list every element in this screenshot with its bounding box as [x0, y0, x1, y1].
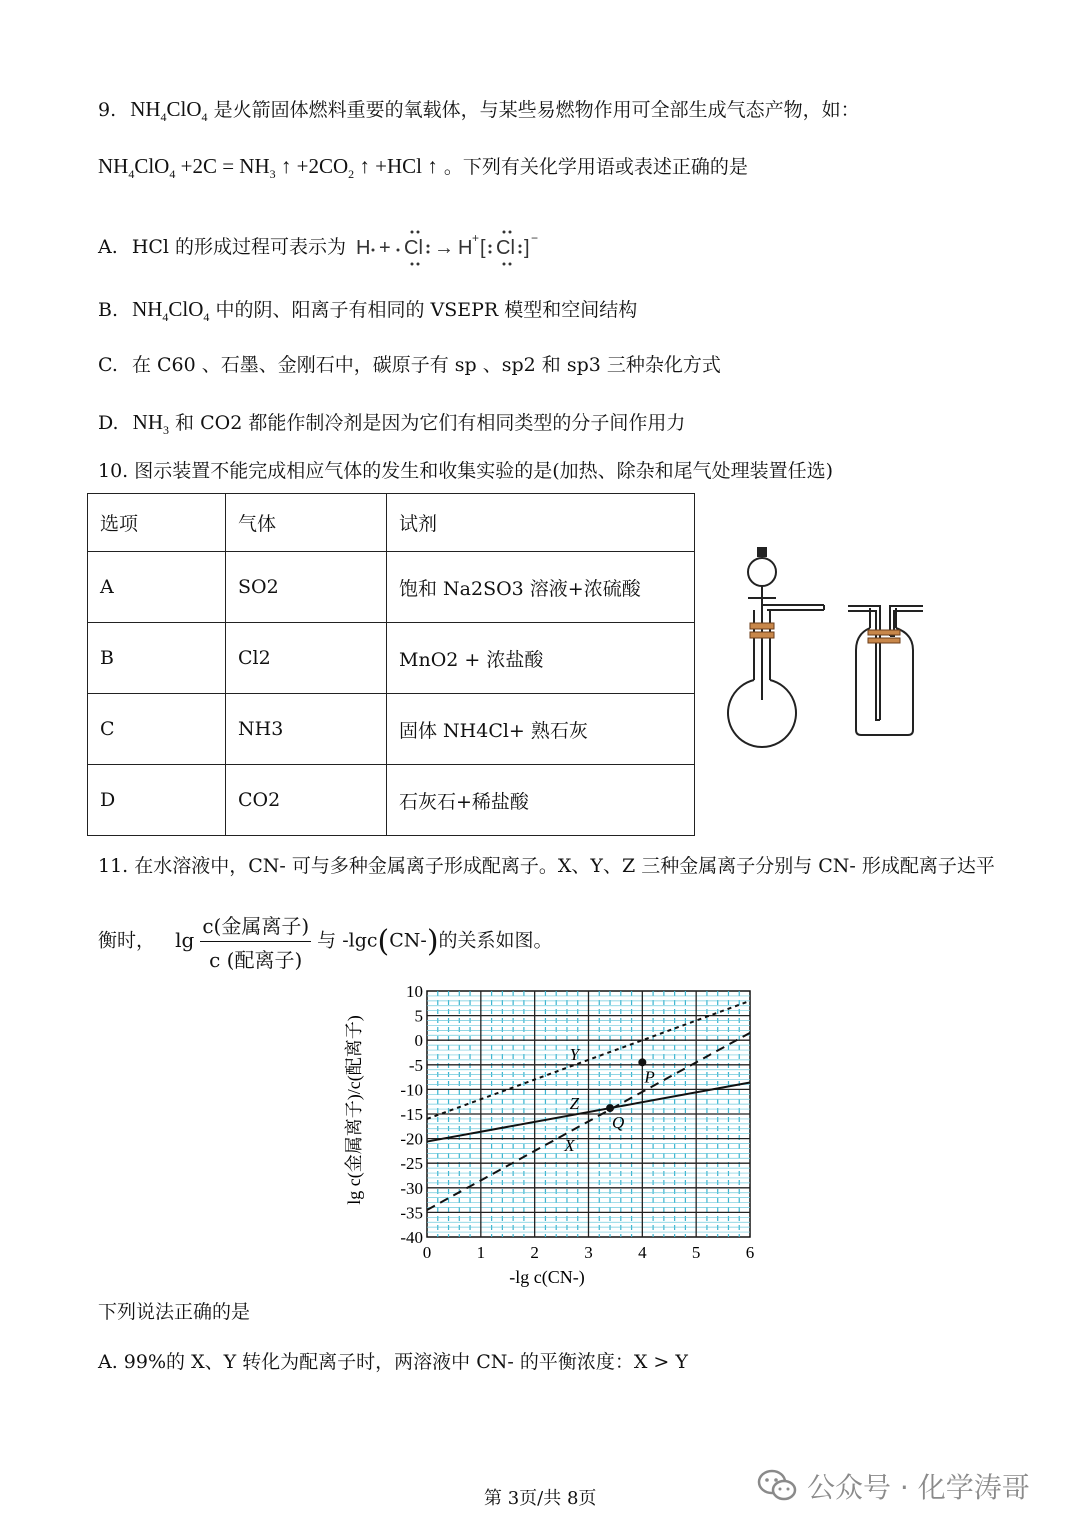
- wechat-icon: [757, 1469, 797, 1503]
- header-option: 选项: [88, 494, 226, 552]
- cell-option: C: [88, 694, 226, 765]
- y-tick-label: -30: [400, 1178, 423, 1198]
- q9-option-d: D. $NH_3$ 和 CO2 都能作制冷剂是因为它们有相同类型的分子间作用力: [98, 410, 686, 438]
- cell-gas: CO2: [226, 765, 387, 836]
- series-label-y: Y: [569, 1044, 580, 1064]
- x-tick-label: 2: [530, 1243, 539, 1262]
- svg-text:+: +: [472, 231, 480, 245]
- y-tick-label: -25: [400, 1154, 423, 1174]
- y-tick-label: -5: [408, 1055, 423, 1075]
- series-label-x: X: [564, 1135, 575, 1155]
- reaction-equation: $NH_4ClO_4 +2C = NH_3$ ↑ $+2CO_2$ ↑ +HCl ↑: [98, 154, 438, 182]
- electron-dot-formation: [354, 228, 554, 268]
- y-axis-label: [344, 1015, 365, 1204]
- table-header-row: [88, 494, 695, 552]
- cell-reagent: 石灰石+稀盐酸: [387, 765, 695, 836]
- cell-option: A: [88, 552, 226, 623]
- cell-gas: Cl2: [226, 623, 387, 694]
- table-row: [88, 552, 695, 623]
- svg-text:lg c(金属离子)/c(配离子): lg c(金属离子)/c(配离子): [344, 1015, 364, 1205]
- svg-text:Cl: Cl: [496, 237, 515, 259]
- series-label-z: Z: [569, 1094, 580, 1114]
- point-label-p: P: [644, 1067, 655, 1087]
- table-row: [88, 694, 695, 765]
- cell-reagent: 固体 NH4Cl+ 熟石灰: [387, 694, 695, 765]
- y-tick-label: 0: [414, 1031, 423, 1051]
- watermark: 公众号 · 化学涛哥: [757, 1466, 1030, 1506]
- x-axis-label: -lg c(CN-): [509, 1267, 585, 1287]
- cell-option: B: [88, 623, 226, 694]
- q11-after-chart: 下列说法正确的是: [98, 1301, 251, 1323]
- svg-text:H: H: [356, 237, 371, 259]
- q11-option-a: A. 99%的 X、Y 转化为配离子时，两溶液中 CN- 的平衡浓度：X > Y: [98, 1351, 688, 1373]
- y-tick-label: -15: [400, 1105, 423, 1124]
- svg-text:H: H: [458, 237, 473, 259]
- q11-stem-line1: 11. 在水溶液中，CN- 可与多种金属离子形成配离子。X、Y、Z 三种金属离子分别与 CN- 形成配离子达平: [98, 855, 995, 877]
- q10-stem: 10. 图示装置不能完成相应气体的发生和收集实验的是(加热、除杂和尾气处理装置任选): [98, 460, 834, 482]
- header-reagent: 试剂: [387, 494, 695, 552]
- table-row: [88, 765, 695, 836]
- cell-gas: NH3: [226, 694, 387, 765]
- header-gas: 气体: [226, 494, 387, 552]
- q9-equation: $NH_4ClO_4 +2C = NH_3$ ↑ $+2CO_2$ ↑ +HCl ↑ 。下列有关化学用语或表述正确的是: [98, 154, 748, 182]
- point-label-q: Q: [612, 1113, 625, 1133]
- y-tick-label: -35: [400, 1203, 423, 1223]
- q9-stem: 9. $NH_4ClO_4$ 是火箭固体燃料重要的氧载体，与某些易燃物作用可全部生成气态产物，如：: [98, 97, 860, 125]
- q9-option-b: B. $NH_4ClO_4$ 中的阴、阳离子有相同的 VSEPR 模型和空间结构: [98, 297, 638, 325]
- q11-stem-line2: 衡时， lg $\frac{\text{c(金属离子)}}{\text{c (配离子)}}$ 与 -lgc(CN-)的关系如图。: [98, 910, 553, 973]
- svg-text:Cl: Cl: [404, 237, 423, 259]
- point-q: [606, 1104, 614, 1112]
- svg-text:+: +: [379, 237, 391, 259]
- q9-option-c: C. 在 C60 、石墨、金刚石中，碳原子有 sp 、sp2 和 sp3 三种杂化方式: [98, 354, 721, 376]
- cell-reagent: MnO2 + 浓盐酸: [387, 623, 695, 694]
- q9-option-a: A. HCl 的形成过程可表示为 H + Cl → H + [ Cl ] −: [98, 228, 554, 268]
- y-tick-label: 5: [414, 1006, 423, 1026]
- point-p: [638, 1058, 646, 1066]
- x-tick-label: 0: [422, 1243, 432, 1262]
- page-number: 第 3页/共 8页: [484, 1488, 597, 1509]
- svg-text:−: −: [531, 231, 539, 245]
- x-tick-label: 5: [691, 1243, 701, 1262]
- svg-text:→: →: [434, 237, 455, 259]
- y-tick-label: 10: [406, 982, 423, 1001]
- x-tick-label: 6: [745, 1243, 755, 1262]
- concentration-fraction: $\frac{\text{c(金属离子)}}{\text{c (配离子)}}$: [200, 910, 311, 973]
- x-tick-label: 3: [584, 1243, 593, 1262]
- svg-text:]: ]: [524, 237, 530, 259]
- x-tick-label: 1: [476, 1243, 486, 1262]
- chart-grid: [427, 991, 750, 1237]
- y-tick-label: -10: [400, 1080, 423, 1100]
- y-tick-label: -20: [400, 1129, 423, 1149]
- cell-reagent: 饱和 Na2SO3 溶液+浓硫酸: [387, 552, 695, 623]
- q10-table: [87, 493, 695, 836]
- lg-ratio-chart: [320, 975, 770, 1290]
- y-tick-label: -40: [400, 1228, 423, 1247]
- x-tick-label: 4: [638, 1243, 647, 1262]
- cell-gas: SO2: [226, 552, 387, 623]
- table-row: [88, 623, 695, 694]
- gas-apparatus-diagram: [720, 540, 935, 760]
- svg-text:[: [: [480, 237, 486, 259]
- cell-option: D: [88, 765, 226, 836]
